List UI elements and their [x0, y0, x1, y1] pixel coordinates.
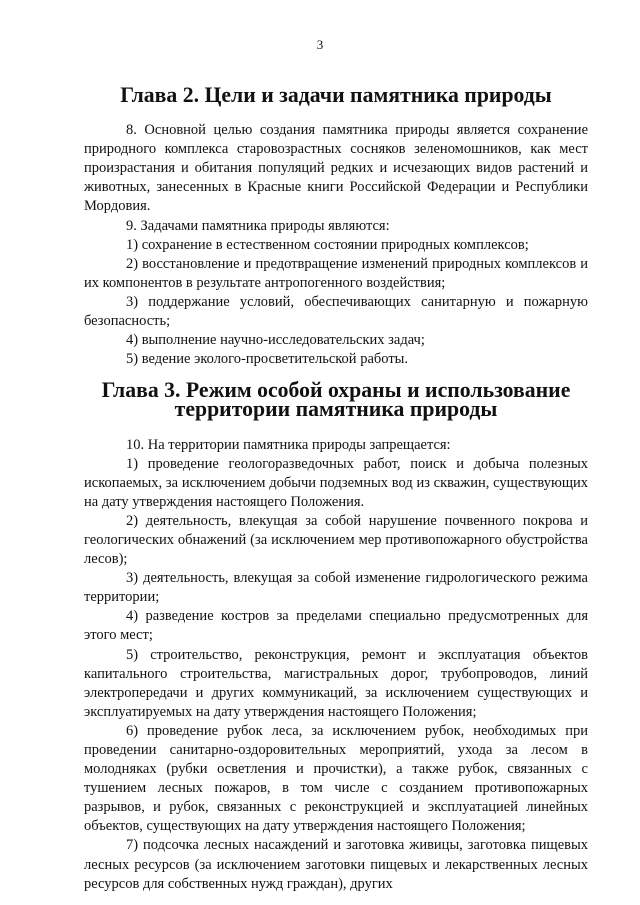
prohibition-item-1: 1) проведение геологоразведочных работ, поиск и добыча полезных ископаемых, за исключением добычи подземных вод из скважин, существующих на дату утверждения настоящего Положения. [84, 455, 588, 510]
prohibition-item-7: 7) подсочка лесных насаждений и заготовка живицы, заготовка пищевых лесных ресурсов (за исключением заготовки пищевых и лекарственных лесных ресурсов для собственных нужд граждан), других [84, 837, 588, 892]
paragraph-8: 8. Основной целью создания памятника природы является сохранение природного комплекса старовозрастных сосняков зеленомошников, как мест произрастания и обитания популяций редких и исчезающих видов растений и животных, занесенных в Красные книги Российской Федерации и Республики Мордовия. [84, 122, 588, 215]
paragraph-10: 10. На территории памятника природы запрещается: [126, 436, 451, 453]
prohibition-item-6: 6) проведение рубок леса, за исключением рубок, необходимых при проведении санитарно-оздоровительных мероприятий, ухода за лесом в молодняках (рубки осветления и прочистки), а также рубок, связанных с тушением лесных пожаров, в том числе с созданием противопожарных разрывов, и рубок, связанных с реконструкцией и эксплуатацией линейных объектов, существующих на дату утверждения настоящего Положения; [84, 722, 588, 835]
chapter-2-section [84, 121, 588, 369]
chapter-2-heading: Глава 2. Цели и задачи памятника природы [120, 83, 552, 107]
chapter-3-heading: Глава 3. Режим особой охраны и использование территории памятника природы [101, 378, 571, 422]
prohibition-item-3: 3) деятельность, влекущая за собой изменение гидрологического режима территории; [84, 570, 588, 606]
chapter-3-section [84, 436, 588, 894]
document-body [84, 83, 588, 894]
task-item-1: 1) сохранение в естественном состоянии природных комплексов; [126, 236, 529, 253]
prohibition-item-4: 4) разведение костров за пределами специально предусмотренных для этого мест; [84, 608, 588, 644]
task-item-5: 5) ведение эколого-просветительской работы. [126, 351, 409, 368]
task-item-3: 3) поддержание условий, обеспечивающих санитарную и пожарную безопасность; [84, 293, 588, 330]
prohibition-item-2: 2) деятельность, влекущая за собой нарушение почвенного покрова и геологических обнажений (за исключением мер противопожарного обустройства лесов); [84, 512, 588, 568]
task-item-2: 2) восстановление и предотвращение изменений природных комплексов и их компонентов в результате антропогенного воздействия; [84, 255, 588, 291]
task-item-4: 4) выполнение научно-исследовательских задач; [126, 332, 425, 349]
page-number: 3 [316, 37, 324, 52]
paragraph-9: 9. Задачами памятника природы являются: [126, 217, 390, 234]
prohibition-item-5: 5) строительство, реконструкция, ремонт и эксплуатация объектов капитального строительства, магистральных дорог, трубопроводов, линий электропередачи и других коммуникаций, за исключением существующих и эксплуатируемых на дату утверждения настоящего Положения; [84, 646, 588, 720]
